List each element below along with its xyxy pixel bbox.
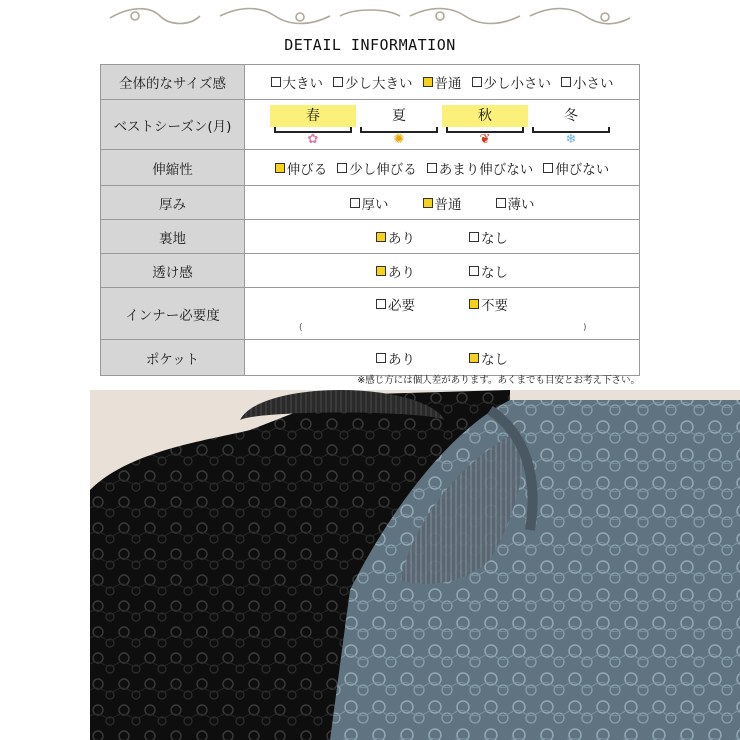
size-options (245, 72, 639, 92)
row-label: 全体的なサイズ感 (101, 65, 245, 100)
sunflower-icon: ✺ (393, 132, 405, 147)
option-item[interactable]: 大きい (271, 72, 324, 92)
thickness-options (245, 193, 639, 213)
table-row (101, 340, 640, 376)
option-item[interactable]: あり (376, 227, 415, 247)
option-item[interactable]: 普通 (423, 193, 462, 213)
checkbox-icon (469, 232, 479, 242)
option-item[interactable]: 薄い (496, 193, 535, 213)
checkbox-icon (350, 198, 360, 208)
checkbox-checked-icon (275, 163, 285, 173)
maple-leaf-icon: ❦ (479, 132, 491, 147)
table-row (101, 150, 640, 186)
checkbox-icon (561, 77, 571, 87)
checkbox-checked-icon (423, 77, 433, 87)
option-item[interactable]: 少し小さい (472, 72, 552, 92)
row-label: 伸縮性 (101, 150, 245, 186)
option-item[interactable]: なし (469, 348, 508, 368)
table-row (101, 254, 640, 288)
checkbox-icon (543, 163, 553, 173)
season-selector (245, 102, 639, 147)
option-item[interactable]: 必要 (376, 294, 415, 314)
table-row (101, 65, 640, 100)
option-item[interactable]: 普通 (423, 72, 462, 92)
checkbox-icon (376, 299, 386, 309)
option-item[interactable]: 不要 (469, 294, 508, 314)
row-label: ポケット (101, 340, 245, 376)
season-winter: 冬 ❄ (528, 105, 614, 147)
row-label: 厚み (101, 186, 245, 220)
option-item[interactable]: なし (469, 227, 508, 247)
checkbox-checked-icon (469, 299, 479, 309)
checkbox-checked-icon (376, 266, 386, 276)
checkbox-icon (333, 77, 343, 87)
option-item[interactable]: あり (376, 261, 415, 281)
option-item[interactable]: 厚い (350, 193, 389, 213)
product-photo (90, 390, 740, 740)
decorative-ornament (100, 4, 640, 28)
table-row (101, 100, 640, 150)
pocket-options (245, 348, 639, 368)
stretch-options (245, 158, 639, 178)
flower-icon: ✿ (307, 132, 319, 147)
table-row (101, 186, 640, 220)
sheerness-options (245, 261, 639, 281)
option-item[interactable]: なし (469, 261, 508, 281)
checkbox-checked-icon (376, 232, 386, 242)
table-row (101, 288, 640, 340)
season-autumn: 秋 ❦ (442, 105, 528, 147)
disclaimer-note: ※感じ方には個人差があります。あくまでも目安とお考え下さい。 (357, 375, 640, 386)
checkbox-icon (337, 163, 347, 173)
paren-left: ( (299, 323, 303, 333)
row-label: 透け感 (101, 254, 245, 288)
checkbox-icon (496, 198, 506, 208)
checkbox-checked-icon (469, 353, 479, 363)
detail-table (100, 64, 640, 376)
row-label: インナー必要度 (101, 288, 245, 340)
option-item[interactable]: あり (376, 348, 415, 368)
option-item[interactable]: 少し大きい (333, 72, 413, 92)
row-label: 裏地 (101, 220, 245, 254)
checkbox-icon (469, 266, 479, 276)
option-item[interactable]: 少し伸びる (337, 158, 417, 178)
checkbox-checked-icon (423, 198, 433, 208)
row-label: ベストシーズン(月) (101, 100, 245, 150)
option-item[interactable]: 伸びない (543, 158, 609, 178)
checkbox-icon (472, 77, 482, 87)
season-spring: 春 ✿ (270, 105, 356, 147)
option-item[interactable]: あまり伸びない (427, 158, 534, 178)
page-title: DETAIL INFORMATION (284, 36, 456, 54)
inner-options (245, 288, 639, 314)
season-summer: 夏 ✺ (356, 105, 442, 147)
snowflake-icon: ❄ (565, 132, 577, 147)
table-row (101, 220, 640, 254)
checkbox-icon (376, 353, 386, 363)
checkbox-icon (427, 163, 437, 173)
paren-right: ) (583, 323, 587, 333)
lining-options (245, 227, 639, 247)
option-item[interactable]: 伸びる (275, 158, 328, 178)
checkbox-icon (271, 77, 281, 87)
option-item[interactable]: 小さい (561, 72, 614, 92)
